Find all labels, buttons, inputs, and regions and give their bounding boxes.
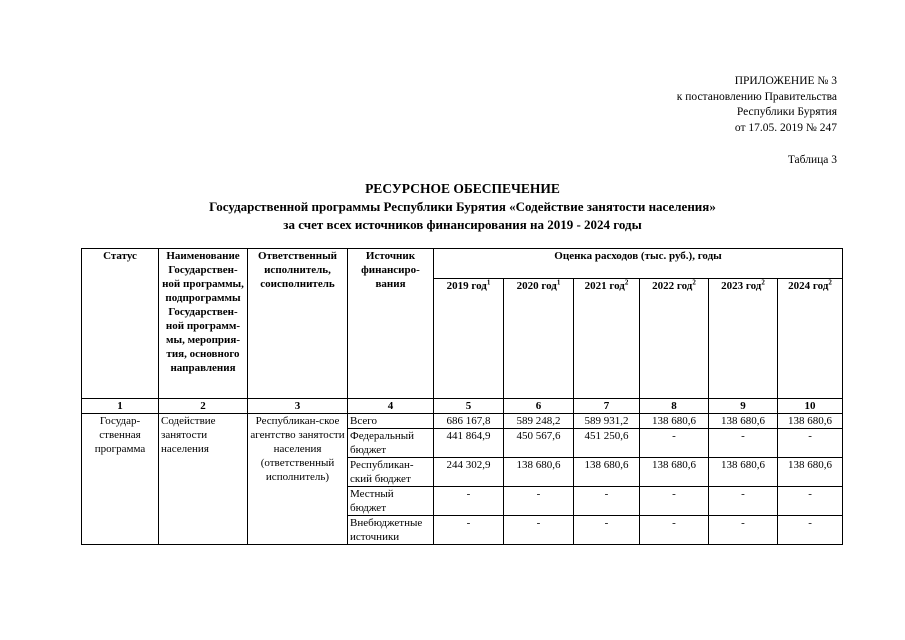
title-line-3: за счет всех источников финансирования на 2019 - 2024 годы: [283, 217, 642, 232]
cell-source: Республикан-ский бюджет: [348, 458, 434, 487]
cell-value: -: [709, 487, 778, 516]
cell-value: 589 931,2: [574, 414, 640, 429]
table-row: [82, 414, 843, 429]
column-number: 3: [248, 399, 348, 414]
column-number: 4: [348, 399, 434, 414]
cell-value: -: [504, 487, 574, 516]
column-number: 7: [574, 399, 640, 414]
cell-value: 451 250,6: [574, 429, 640, 458]
cell-value: 138 680,6: [709, 414, 778, 429]
cell-value: -: [434, 487, 504, 516]
appendix-date: от 17.05. 2019 № 247: [734, 121, 837, 134]
cell-value: 589 248,2: [504, 414, 574, 429]
cell-value: -: [434, 516, 504, 545]
header-year: 2022 год$^2$: [640, 279, 709, 399]
resource-table: [81, 248, 843, 545]
cell-value: -: [778, 516, 843, 545]
column-number: 8: [640, 399, 709, 414]
cell-value: 138 680,6: [640, 414, 709, 429]
column-number: 2: [159, 399, 248, 414]
header-year: 2019 год$^1$: [434, 279, 504, 399]
cell-value: -: [709, 516, 778, 545]
appendix-title: ПРИЛОЖЕНИЕ № 3: [734, 75, 837, 87]
cell-status: Государ-ственная программа: [82, 414, 159, 545]
cell-value: -: [778, 429, 843, 458]
appendix-ref-line: Республики Бурятия: [736, 106, 837, 118]
cell-value: -: [574, 516, 640, 545]
header-estimate: Оценка расходов (тыс. руб.), годы: [434, 249, 843, 279]
cell-value: 138 680,6: [640, 458, 709, 487]
column-number: 6: [504, 399, 574, 414]
cell-value: -: [574, 487, 640, 516]
cell-value: 138 680,6: [778, 414, 843, 429]
cell-responsible: Республикан-ское агентство занятости населения (ответственный исполнитель): [248, 414, 348, 545]
header-responsible: Ответственный исполнитель, соисполнитель: [248, 249, 348, 399]
header-status: Статус: [82, 249, 159, 399]
column-number: 9: [709, 399, 778, 414]
cell-value: 138 680,6: [778, 458, 843, 487]
title-line-2: Государственной программы Республики Бурятия «Содействие занятости населения»: [209, 199, 716, 214]
cell-value: 450 567,6: [504, 429, 574, 458]
cell-value: 441 864,9: [434, 429, 504, 458]
cell-value: -: [709, 429, 778, 458]
title-line-1: РЕСУРСНОЕ ОБЕСПЕЧЕНИЕ: [365, 181, 560, 196]
cell-value: -: [778, 487, 843, 516]
cell-value: 138 680,6: [709, 458, 778, 487]
cell-value: 138 680,6: [574, 458, 640, 487]
header-year: 2021 год$^2$: [574, 279, 640, 399]
cell-value: 244 302,9: [434, 458, 504, 487]
header-program-name: Наименование Государствен-ной программы, подпрограммы Государствен-ной программ-мы, мероприя-тия, основного направления: [159, 249, 248, 399]
document-title: [60, 180, 865, 234]
cell-value: -: [640, 516, 709, 545]
header-funding-source: Источник финансиро-вания: [348, 249, 434, 399]
appendix-header: [677, 74, 837, 169]
header-year: 2020 год$^1$: [504, 279, 574, 399]
cell-program-name: Содействие занятости населения: [159, 414, 248, 545]
column-number: 10: [778, 399, 843, 414]
cell-value: -: [640, 487, 709, 516]
column-number: 1: [82, 399, 159, 414]
cell-source: Местный бюджет: [348, 487, 434, 516]
cell-source: Федеральный бюджет: [348, 429, 434, 458]
cell-value: 686 167,8: [434, 414, 504, 429]
column-number-row: [82, 399, 843, 414]
table-reference: Таблица 3: [787, 154, 837, 166]
cell-source: Внебюджетные источники: [348, 516, 434, 545]
cell-value: 138 680,6: [504, 458, 574, 487]
appendix-ref-line: к постановлению Правительства: [676, 90, 837, 103]
header-year: 2023 год$^2$: [709, 279, 778, 399]
cell-source: Всего: [348, 414, 434, 429]
cell-value: -: [640, 429, 709, 458]
column-number: 5: [434, 399, 504, 414]
cell-value: -: [504, 516, 574, 545]
header-year: 2024 год$^2$: [778, 279, 843, 399]
